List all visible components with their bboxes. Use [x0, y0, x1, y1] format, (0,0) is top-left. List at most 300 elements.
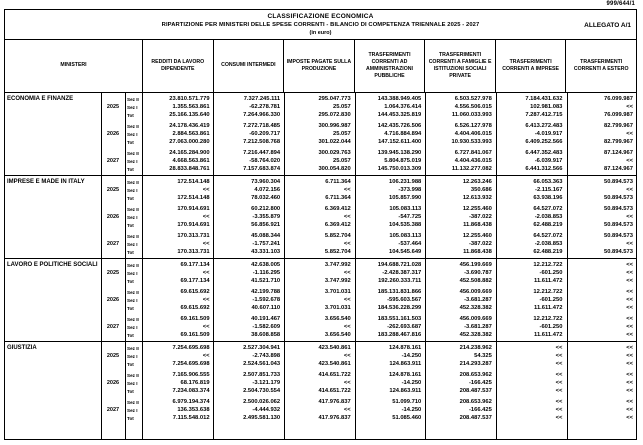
value-cell: << — [343, 187, 351, 193]
ministry-name: ECONOMIA E FINANZE — [7, 96, 74, 102]
value-cell: 6.711.364 — [325, 195, 351, 201]
value-cell: << — [202, 214, 210, 220]
value-cell: << — [343, 297, 351, 303]
value-cell: 25.057 — [332, 158, 351, 164]
value-cell: 43.331.103 — [251, 249, 281, 255]
value-cell: 73.960.304 — [251, 179, 281, 185]
year-group — [101, 95, 636, 119]
value-cell: 2.507.851.733 — [243, 372, 281, 378]
year-group — [101, 232, 636, 256]
value-cell: 350.686 — [470, 187, 492, 193]
value-cell: << — [202, 353, 210, 359]
value-cell: 42.638.005 — [251, 262, 281, 268]
value-cell: 12.255.460 — [462, 233, 492, 239]
value-cell: << — [555, 388, 563, 394]
value-cell: 6.711.364 — [325, 179, 351, 185]
value-cell: 423.540.861 — [318, 361, 351, 367]
value-cell: 172.514.148 — [177, 195, 210, 201]
value-cell: 295.072.830 — [318, 112, 351, 118]
section-label: Sez I — [127, 158, 138, 164]
value-cell: 2.495.581.130 — [243, 415, 281, 421]
value-cell: 6.369.412 — [324, 206, 351, 212]
value-cell: 25.166.135.640 — [169, 112, 210, 118]
value-cell: 7.165.906.555 — [172, 372, 210, 378]
section-label: Sez II — [127, 150, 139, 156]
section-label: Tot — [127, 278, 134, 284]
section-label: Sez I — [127, 407, 138, 413]
section-label: Tot — [127, 112, 134, 118]
value-cell: << — [626, 407, 633, 413]
table-sheet — [4, 9, 637, 440]
value-cell: 456.009.669 — [459, 316, 492, 322]
value-cell: 54.325 — [474, 353, 492, 359]
value-cell: << — [343, 380, 351, 386]
section-label: Sez I — [127, 214, 138, 220]
year-group — [101, 149, 636, 173]
column-divider-line — [284, 93, 285, 439]
value-cell: << — [626, 297, 633, 303]
section-label: Sez II — [127, 206, 139, 212]
value-cell: << — [626, 372, 633, 378]
value-cell: 76.099.987 — [603, 96, 633, 102]
year-group — [101, 205, 636, 229]
value-cell: 7.212.508.768 — [243, 139, 281, 145]
value-cell: 4.404.436.015 — [454, 158, 492, 164]
value-cell: 23.810.571.779 — [169, 96, 210, 102]
value-cell: 124.878.161 — [389, 372, 422, 378]
value-cell: -3.121.179 — [252, 380, 281, 386]
value-cell: 214.238.962 — [459, 345, 492, 351]
section-label: Tot — [127, 195, 134, 201]
value-cell: 51.085.460 — [392, 415, 422, 421]
value-cell: 170.914.691 — [177, 222, 210, 228]
value-cell: << — [626, 270, 633, 276]
value-cell: 82.799.967 — [603, 139, 633, 145]
column-divider-line — [142, 93, 143, 439]
value-cell: 414.651.722 — [318, 372, 351, 378]
value-cell: << — [626, 380, 633, 386]
value-cell: 11.611.472 — [534, 305, 563, 311]
value-cell: 208.653.962 — [459, 372, 492, 378]
value-cell: 24.165.284.900 — [169, 150, 210, 156]
year-group — [101, 344, 636, 368]
value-cell: << — [555, 399, 563, 405]
column-header: TRASFERIMENTI CORRENTI A IMPRESE — [495, 40, 566, 92]
year-group — [101, 122, 636, 146]
value-cell: 87.124.967 — [603, 150, 633, 156]
year-label: 2026 — [106, 297, 120, 303]
column-header: TRASFERIMENTI CORRENTI A ESTERO — [565, 40, 636, 92]
value-cell: 7.184.431.632 — [525, 96, 563, 102]
value-cell: << — [626, 316, 633, 322]
value-cell: << — [202, 297, 210, 303]
value-cell: -166.425 — [468, 407, 492, 413]
column-header: TRASFERIMENTI CORRENTI A FAMIGLIE E ISTITUZIONI SOCIALI PRIVATE — [424, 40, 495, 92]
section-label: Sez II — [127, 262, 139, 268]
value-cell: -1.592.678 — [252, 297, 281, 303]
value-cell: 301.022.044 — [318, 139, 351, 145]
value-cell: << — [343, 407, 351, 413]
section-label: Tot — [127, 332, 134, 338]
value-cell: 104.545.649 — [389, 249, 422, 255]
value-cell: -3.681.287 — [464, 297, 492, 303]
value-cell: -595.603.567 — [387, 297, 422, 303]
value-cell: 105.083.113 — [389, 233, 422, 239]
section-label: Sez II — [127, 316, 139, 322]
year-label: 2027 — [106, 324, 120, 330]
value-cell: << — [626, 415, 633, 421]
value-cell: 3.747.992 — [324, 262, 351, 268]
value-cell: 1.064.376.414 — [384, 104, 422, 110]
value-cell: 144.453.325.819 — [377, 112, 422, 118]
value-cell: 69.615.692 — [180, 305, 210, 311]
value-cell: 6.503.527.978 — [454, 96, 492, 102]
value-cell: 300.029.763 — [318, 150, 351, 156]
value-cell: 124.863.911 — [389, 388, 422, 394]
value-cell: 69.177.134 — [180, 262, 210, 268]
value-cell: 50.894.573 — [603, 233, 633, 239]
table-body — [5, 93, 636, 439]
value-cell: -601.250 — [539, 270, 563, 276]
value-cell: -58.764.020 — [249, 158, 281, 164]
value-cell: 45.088.344 — [251, 233, 281, 239]
value-cell: 194.688.721.028 — [377, 262, 422, 268]
document-number: 999/644/1 — [606, 1, 635, 7]
value-cell: 78.032.460 — [251, 195, 281, 201]
value-cell: 64.527.072 — [533, 206, 563, 212]
ministry-block — [5, 258, 636, 341]
section-label: Sez I — [127, 131, 138, 137]
column-divider-line — [355, 93, 356, 439]
value-cell: << — [626, 289, 633, 295]
title-band — [5, 10, 636, 40]
column-divider-line — [567, 93, 568, 439]
value-cell: 4.668.563.861 — [172, 158, 210, 164]
value-cell: 124.863.911 — [389, 361, 422, 367]
value-cell: 124.878.161 — [389, 345, 422, 351]
value-cell: << — [626, 278, 633, 284]
value-cell: 12.212.722 — [533, 316, 563, 322]
value-cell: 69.161.509 — [180, 316, 210, 322]
value-cell: << — [626, 388, 633, 394]
section-label: Sez II — [127, 233, 139, 239]
value-cell: 50.894.573 — [603, 206, 633, 212]
value-cell: 105.083.113 — [389, 206, 422, 212]
value-cell: << — [343, 214, 351, 220]
value-cell: << — [555, 380, 563, 386]
value-cell: 11.060.033.993 — [451, 112, 492, 118]
value-cell: 6.979.194.374 — [172, 399, 210, 405]
value-cell: 143.388.949.405 — [377, 96, 422, 102]
section-label: Sez I — [127, 270, 138, 276]
value-cell: << — [202, 187, 210, 193]
value-cell: 4.404.406.015 — [454, 131, 492, 137]
section-label: Sez I — [127, 380, 138, 386]
value-cell: 456.009.669 — [459, 289, 492, 295]
section-label: Tot — [127, 305, 134, 311]
column-divider-line — [125, 93, 126, 439]
value-cell: 62.488.219 — [533, 222, 563, 228]
value-cell: 12.255.460 — [462, 206, 492, 212]
value-cell: 69.177.134 — [180, 278, 210, 284]
value-cell: -2.428.387.317 — [382, 270, 422, 276]
value-cell: << — [202, 270, 210, 276]
value-cell: 76.099.987 — [603, 112, 633, 118]
year-label: 2025 — [106, 104, 120, 110]
value-cell: 6.369.412 — [324, 222, 351, 228]
value-cell: 7.264.966.330 — [243, 112, 281, 118]
value-cell: 452.508.882 — [459, 278, 492, 284]
value-cell: 64.527.072 — [533, 233, 563, 239]
value-cell: << — [343, 270, 351, 276]
section-label: Sez I — [127, 241, 138, 247]
value-cell: 27.063.000.280 — [169, 139, 210, 145]
value-cell: 66.053.363 — [533, 179, 563, 185]
value-cell: -166.425 — [468, 380, 492, 386]
value-cell: 40.191.467 — [251, 316, 281, 322]
value-cell: << — [626, 104, 633, 110]
value-cell: << — [626, 399, 633, 405]
column-header: CONSUMI INTERMEDI — [213, 40, 284, 92]
value-cell: << — [626, 324, 633, 330]
year-label: 2026 — [106, 380, 120, 386]
value-cell: -2.743.898 — [252, 353, 281, 359]
value-cell: << — [343, 353, 351, 359]
value-cell: << — [626, 158, 633, 164]
value-cell: 7.272.718.485 — [243, 123, 281, 129]
value-cell: 192.260.333.711 — [378, 278, 422, 284]
value-cell: 69.161.509 — [180, 332, 210, 338]
value-cell: 208.487.537 — [459, 415, 492, 421]
year-groups — [101, 342, 636, 424]
value-cell: -4.019.917 — [534, 131, 563, 137]
column-header-ministeri: MINISTERI — [60, 62, 87, 69]
value-cell: 2.504.730.554 — [243, 388, 281, 394]
value-cell: 12.212.722 — [533, 289, 563, 295]
currency-unit-note: (in euro) — [309, 30, 332, 36]
column-divider-line — [101, 93, 102, 439]
value-cell: 142.435.726.506 — [377, 123, 422, 129]
ministry-name: LAVORO E POLITICHE SOCIALI — [7, 262, 98, 268]
section-label: Sez I — [127, 187, 138, 193]
value-cell: 82.799.967 — [603, 123, 633, 129]
value-cell: 56.856.921 — [251, 222, 281, 228]
value-cell: 3.656.540 — [324, 332, 351, 338]
column-header: TRASFERIMENTI CORRENTI AD AMMINISTRAZIONI PUBBLICHE — [354, 40, 425, 92]
column-headers — [5, 40, 636, 93]
value-cell: 104.535.388 — [389, 222, 422, 228]
value-cell: -601.250 — [539, 324, 563, 330]
value-cell: 4.072.156 — [254, 187, 281, 193]
value-cell: 7.234.083.374 — [172, 388, 210, 394]
year-label: 2027 — [106, 407, 120, 413]
value-cell: 7.157.683.874 — [243, 166, 281, 172]
value-cell: -373.998 — [398, 187, 422, 193]
value-cell: -62.278.781 — [249, 104, 281, 110]
value-cell: << — [343, 324, 351, 330]
value-cell: 12.263.246 — [462, 179, 492, 185]
column-divider-line — [213, 93, 214, 439]
value-cell: -14.250 — [401, 407, 422, 413]
year-groups — [101, 176, 636, 258]
value-cell: 11.132.277.082 — [451, 166, 492, 172]
value-cell: 51.099.710 — [392, 399, 422, 405]
value-cell: 3.701.031 — [324, 305, 351, 311]
value-cell: 25.057 — [332, 131, 351, 137]
value-cell: 208.487.537 — [459, 388, 492, 394]
value-cell: -4.444.932 — [252, 407, 281, 413]
value-cell: -3.690.787 — [464, 270, 492, 276]
year-label: 2027 — [106, 241, 120, 247]
year-group — [101, 178, 636, 202]
section-label: Sez II — [127, 372, 139, 378]
value-cell: 7.216.447.894 — [243, 150, 281, 156]
section-label: Tot — [127, 139, 134, 145]
value-cell: 41.521.710 — [251, 278, 281, 284]
value-cell: << — [555, 415, 563, 421]
value-cell: << — [626, 241, 633, 247]
value-cell: -2.038.853 — [534, 241, 563, 247]
section-label: Sez II — [127, 123, 139, 129]
value-cell: 60.212.800 — [251, 206, 281, 212]
value-cell: 28.833.848.761 — [169, 166, 210, 172]
value-cell: 139.945.138.290 — [377, 150, 422, 156]
value-cell: 25.057 — [332, 104, 351, 110]
value-cell: 300.054.820 — [318, 166, 351, 172]
value-cell: -3.355.879 — [252, 214, 281, 220]
value-cell: 11.611.472 — [534, 332, 563, 338]
value-cell: -387.022 — [468, 214, 492, 220]
value-cell: 170.313.731 — [177, 233, 210, 239]
value-cell: 50.894.573 — [603, 222, 633, 228]
value-cell: 2.884.563.861 — [172, 131, 210, 137]
value-cell: 3.656.540 — [324, 316, 351, 322]
year-label: 2025 — [106, 353, 120, 359]
value-cell: 69.615.692 — [180, 289, 210, 295]
section-label: Sez I — [127, 104, 138, 110]
section-label: Sez II — [127, 345, 139, 351]
value-cell: 423.540.861 — [318, 345, 351, 351]
value-cell: -14.250 — [401, 380, 422, 386]
value-cell: 6.413.272.483 — [525, 123, 563, 129]
value-cell: << — [555, 372, 563, 378]
value-cell: 170.313.731 — [177, 249, 210, 255]
column-divider-line — [425, 93, 426, 439]
value-cell: << — [626, 187, 633, 193]
value-cell: << — [626, 262, 633, 268]
value-cell: -14.250 — [401, 353, 422, 359]
value-cell: 50.894.573 — [603, 195, 633, 201]
year-label: 2027 — [106, 158, 120, 164]
value-cell: 452.328.382 — [459, 305, 492, 311]
section-label: Tot — [127, 249, 134, 255]
value-cell: << — [202, 241, 210, 247]
value-cell: 2.500.026.062 — [243, 399, 281, 405]
value-cell: 452.328.382 — [459, 332, 492, 338]
value-cell: << — [626, 353, 633, 359]
year-label: 2025 — [106, 270, 120, 276]
value-cell: 5.852.704 — [324, 233, 351, 239]
value-cell: 7.327.245.111 — [243, 96, 281, 102]
value-cell: 40.607.110 — [251, 305, 281, 311]
value-cell: << — [555, 407, 563, 413]
value-cell: 7.287.412.715 — [525, 112, 563, 118]
section-label: Tot — [127, 222, 134, 228]
value-cell: 38.608.858 — [251, 332, 281, 338]
page-title: CLASSIFICAZIONE ECONOMICA — [267, 13, 374, 20]
year-label: 2026 — [106, 131, 120, 137]
section-label: Sez I — [127, 324, 138, 330]
value-cell: 102.981.083 — [530, 104, 563, 110]
value-cell: -3.681.287 — [464, 324, 492, 330]
ministry-block — [5, 93, 636, 175]
value-cell: 170.914.691 — [177, 206, 210, 212]
value-cell: 414.651.722 — [318, 388, 351, 394]
section-label: Tot — [127, 415, 134, 421]
value-cell: << — [626, 345, 633, 351]
value-cell: -6.039.917 — [534, 158, 563, 164]
value-cell: << — [626, 332, 633, 338]
value-cell: 417.976.837 — [318, 399, 351, 405]
value-cell: 12.613.932 — [462, 195, 492, 201]
value-cell: -601.250 — [539, 297, 563, 303]
value-cell: 3.701.031 — [324, 289, 351, 295]
value-cell: 7.254.695.698 — [172, 345, 210, 351]
value-cell: 7.254.695.698 — [172, 361, 210, 367]
value-cell: 295.047.773 — [318, 96, 351, 102]
value-cell: -60.209.717 — [249, 131, 281, 137]
value-cell: 145.750.013.309 — [377, 166, 422, 172]
value-cell: 4.716.884.894 — [384, 131, 422, 137]
value-cell: << — [626, 305, 633, 311]
value-cell: -537.464 — [398, 241, 422, 247]
ministry-block — [5, 175, 636, 258]
value-cell: 456.199.669 — [459, 262, 492, 268]
ministry-name: GIUSTIZIA — [7, 345, 37, 351]
value-cell: 185.131.831.866 — [377, 289, 422, 295]
value-cell: 2.524.561.043 — [243, 361, 281, 367]
value-cell: 6.441.312.566 — [525, 166, 563, 172]
value-cell: 4.556.506.015 — [454, 104, 492, 110]
value-cell: 172.514.148 — [177, 179, 210, 185]
ministry-block — [5, 341, 636, 424]
value-cell: 24.178.436.419 — [169, 123, 210, 129]
value-cell: 50.894.573 — [603, 179, 633, 185]
value-cell: 11.611.472 — [534, 278, 563, 284]
value-cell: -1.116.295 — [252, 270, 281, 276]
value-cell: -2.115.167 — [535, 187, 563, 193]
value-cell: 1.355.563.861 — [172, 104, 210, 110]
value-cell: 6.526.127.978 — [454, 123, 492, 129]
value-cell: 300.996.987 — [318, 123, 351, 129]
year-label: 2025 — [106, 187, 120, 193]
section-label: Sez II — [127, 96, 139, 102]
year-group — [101, 315, 636, 339]
value-cell: 42.199.788 — [251, 289, 281, 295]
value-cell: 2.527.304.941 — [243, 345, 281, 351]
value-cell: 5.804.875.019 — [384, 158, 422, 164]
year-group — [101, 261, 636, 285]
value-cell: << — [626, 214, 633, 220]
value-cell: 87.124.967 — [603, 166, 633, 172]
value-cell: -2.038.853 — [534, 214, 563, 220]
section-label: Sez II — [127, 179, 139, 185]
value-cell: 68.176.819 — [180, 380, 210, 386]
column-header: REDDITI DA LAVORO DIPENDENTE — [142, 40, 213, 92]
value-cell: 6.447.352.483 — [525, 150, 563, 156]
section-label: Sez I — [127, 297, 138, 303]
section-label: Tot — [127, 166, 134, 172]
